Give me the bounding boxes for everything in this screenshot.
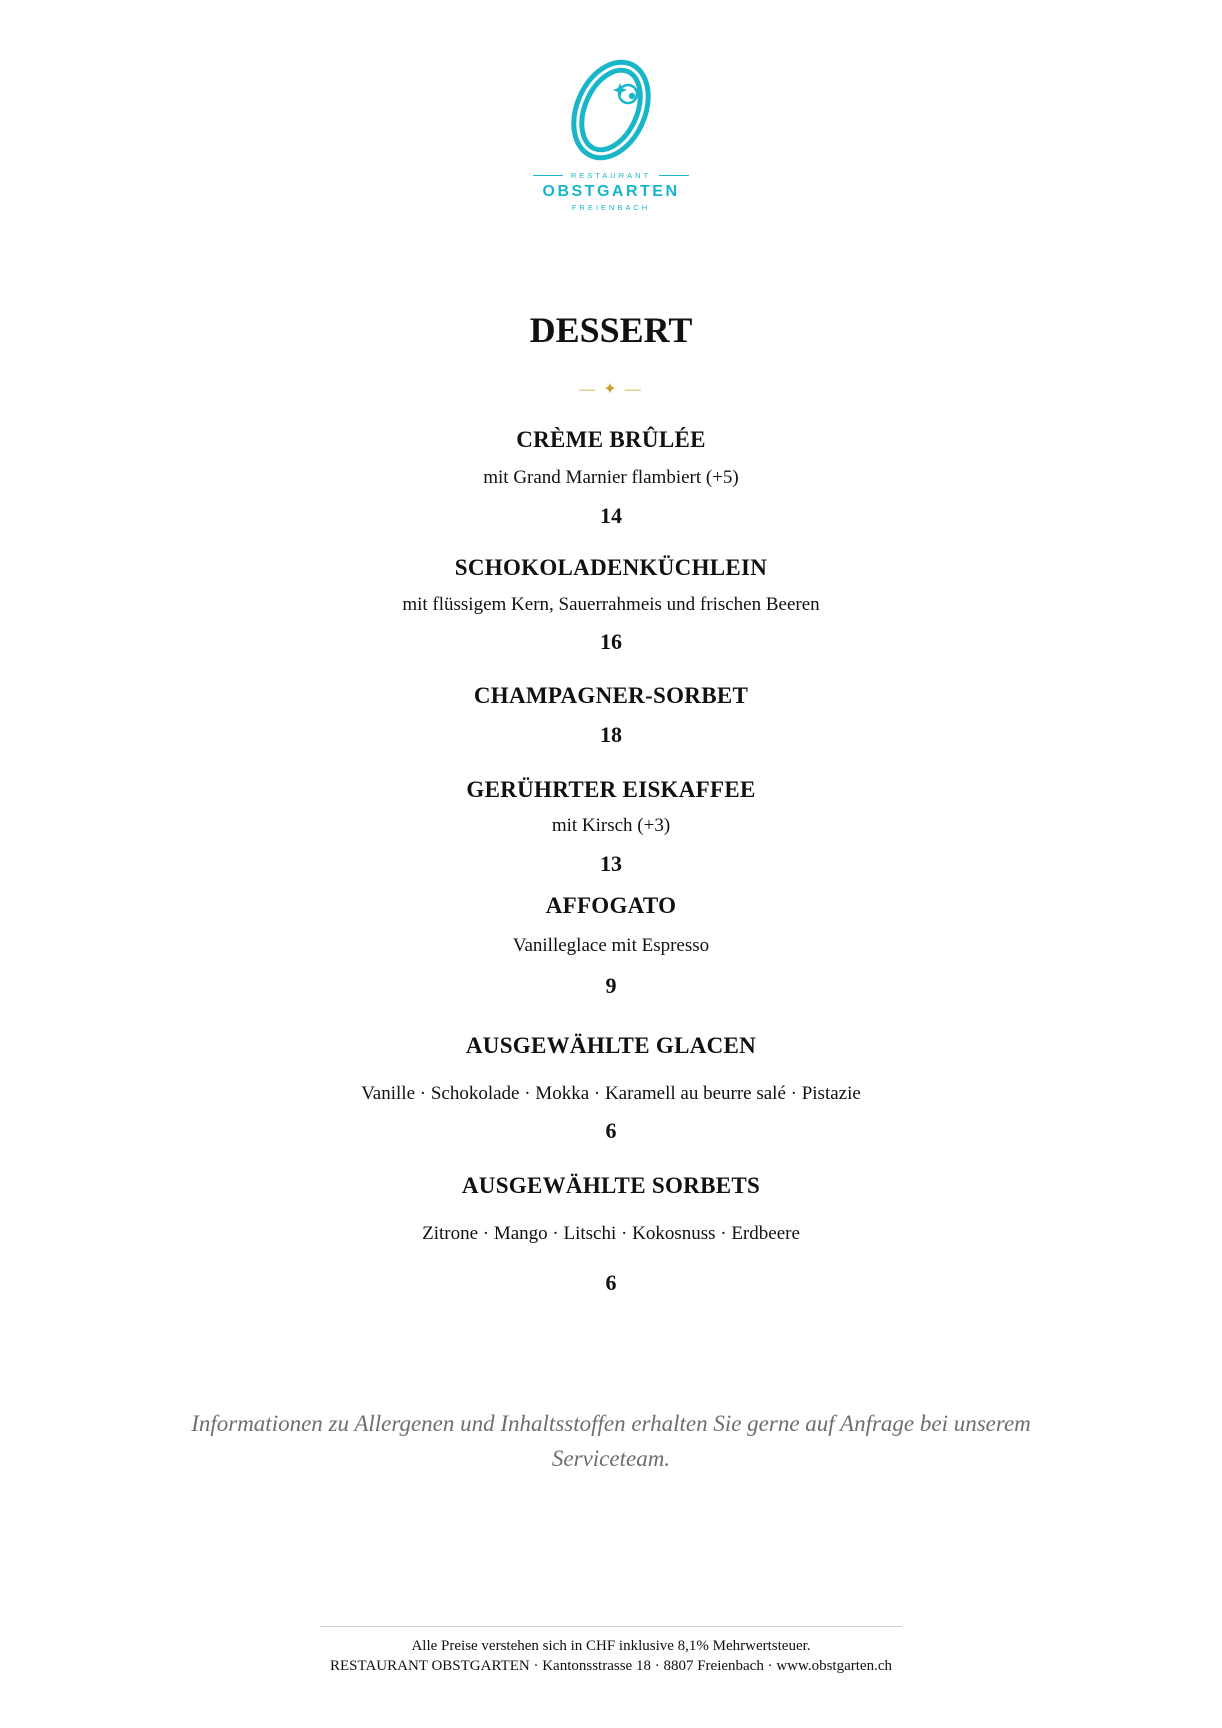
- menu-item-price: 14: [600, 503, 622, 528]
- menu-item-price: 9: [605, 973, 617, 998]
- footer-address-line: RESTAURANT OBSTGARTEN · Kantonsstrasse 18 · 8807 Freienbach · www.obstgarten.ch: [330, 1658, 892, 1674]
- menu-item-name: CRÈME BRÛLÉE: [516, 427, 706, 452]
- menu-item-description: Vanilleglace mit Espresso: [512, 935, 710, 956]
- title-ornament: — ✦ —: [579, 381, 643, 398]
- allergen-note: Informationen zu Allergenen und Inhaltsstoffen erhalten Sie gerne auf Anfrage bei unserem Serviceteam.: [191, 1411, 1031, 1471]
- menu-item-price: 13: [600, 851, 622, 876]
- menu-item-price: 16: [600, 629, 622, 654]
- footer-vat-line: Alle Preise verstehen sich in CHF inklusive 8,1% Mehrwertsteuer.: [411, 1638, 811, 1654]
- logo-divider-left: [533, 175, 563, 176]
- menu-item-name: GERÜHRTER EISKAFFEE: [466, 777, 756, 802]
- menu-item-name: CHAMPAGNER-SORBET: [473, 683, 749, 708]
- menu-item-name: AUSGEWÄHLTE GLACEN: [465, 1033, 757, 1058]
- menu-item-description: mit Kirsch (+3): [551, 815, 671, 836]
- restaurant-logo: [0, 58, 1222, 212]
- menu-item-description: mit Grand Marnier flambiert (+5): [483, 467, 739, 488]
- menu-item-description: Zitrone · Mango · Litschi · Kokosnuss · Erdbeere: [422, 1223, 800, 1244]
- logo-restaurant-name: OBSTGARTEN: [542, 183, 680, 200]
- logo-top-text: RESTAURANT: [570, 171, 652, 180]
- logo-city: FREIENBACH: [571, 203, 651, 212]
- footer-divider: [320, 1626, 902, 1627]
- menu-item-name: AFFOGATO: [545, 893, 677, 918]
- page-title: DESSERT: [529, 310, 693, 350]
- obstgarten-o-emblem-icon: [556, 58, 666, 163]
- menu-item-name: SCHOKOLADENKÜCHLEIN: [454, 555, 768, 580]
- menu-item-price: 18: [600, 722, 622, 747]
- menu-item-description: mit flüssigem Kern, Sauerrahmeis und frischen Beeren: [402, 594, 820, 615]
- menu-item-price: 6: [605, 1270, 617, 1295]
- menu-item-description: Vanille · Schokolade · Mokka · Karamell au beurre salé · Pistazie: [361, 1083, 861, 1104]
- menu-item-name: AUSGEWÄHLTE SORBETS: [461, 1173, 761, 1198]
- menu-item-price: 6: [605, 1118, 617, 1143]
- logo-divider-right: [659, 175, 689, 176]
